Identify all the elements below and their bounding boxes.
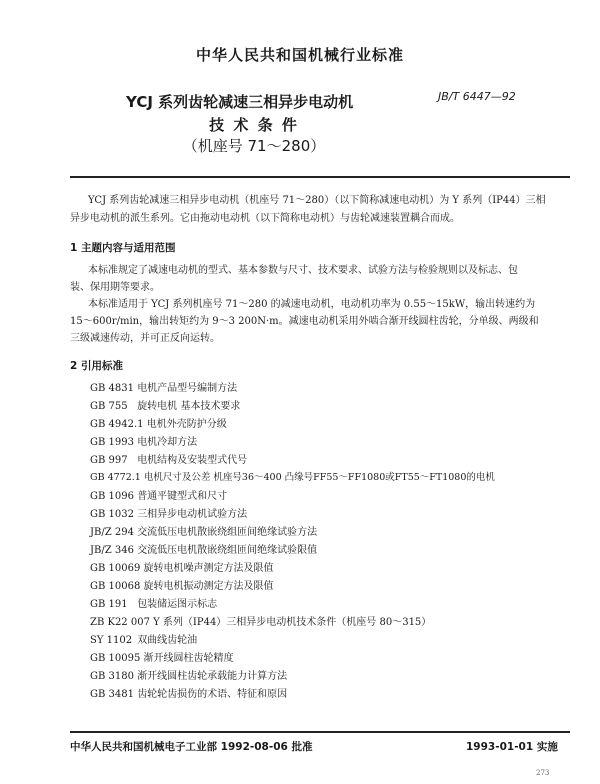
reference-code: GB 10069 bbox=[90, 563, 141, 574]
reference-code: GB 997 bbox=[90, 455, 128, 466]
reference-code: JB/Z 346 bbox=[90, 545, 134, 556]
reference-item bbox=[90, 613, 431, 628]
reference-item bbox=[90, 433, 197, 448]
reference-code: JB/Z 294 bbox=[90, 527, 134, 538]
reference-item bbox=[90, 397, 240, 412]
document-title: YCJ 系列齿轮减速三相异步电动机 bbox=[126, 93, 354, 111]
document-subtitle: 技 术 条 件 bbox=[209, 116, 299, 134]
reference-title: 旋转电机噪声测定方法及限值 bbox=[143, 563, 274, 574]
reference-code: GB 191 bbox=[90, 599, 128, 610]
reference-item bbox=[90, 541, 317, 556]
reference-title: Y 系列（IP44）三相异步电动机技术条件（机座号 80～315） bbox=[153, 617, 432, 628]
reference-item bbox=[90, 469, 495, 483]
reference-code: GB 1096 bbox=[90, 491, 134, 502]
reference-title: 普通平键型式和尺寸 bbox=[137, 491, 228, 502]
reference-item bbox=[90, 451, 247, 466]
reference-title: 齿轮轮齿损伤的术语、特征和原因 bbox=[137, 689, 288, 700]
industry-standard-heading: 中华人民共和国机械行业标准 bbox=[195, 46, 404, 64]
section-1-heading: 1 主题内容与适用范围 bbox=[70, 242, 176, 254]
reference-title: 三相异步电动机试验方法 bbox=[137, 509, 248, 520]
footer-divider bbox=[70, 731, 570, 733]
reference-code: ZB K22 007 bbox=[90, 617, 150, 628]
reference-item bbox=[90, 505, 247, 520]
reference-title: 渐开线圆柱齿轮精度 bbox=[143, 653, 234, 664]
reference-item bbox=[90, 685, 287, 700]
approval-statement: 中华人民共和国机械电子工业部 1992-08-06 批准 bbox=[70, 741, 313, 753]
reference-code: GB 1032 bbox=[90, 509, 134, 520]
section-1-para1-line2: 装、保用期等要求。 bbox=[70, 282, 160, 293]
section-1-para1-line1: 本标准规定了减速电动机的型式、基本参数与尺寸、技术要求、试验方法与检验规则以及标志、包 bbox=[88, 265, 518, 276]
reference-item bbox=[90, 487, 227, 502]
reference-item bbox=[90, 577, 274, 592]
reference-title: 电机冷却方法 bbox=[137, 437, 198, 448]
section-1-para2-line1: 本标准适用于 YCJ 系列机座号 71～280 的减速电动机，电动机功率为 0.55～15kW，输出转速约为 bbox=[88, 299, 536, 310]
section-1-para2-line2: 15～600r/min，输出转矩约为 9～3 200N·m。减速电动机采用外啮合渐开线圆柱齿轮，分单级、两级和 bbox=[70, 316, 539, 327]
reference-title: 电机尺寸及公差 机座号36～400 凸缘号FF55～FF1080或FT55～FT1080的电机 bbox=[143, 472, 495, 483]
reference-code: GB 4831 bbox=[90, 383, 134, 394]
page-number: 273 bbox=[536, 769, 550, 777]
section-1-para2-line3: 三级减速传动，并可正反向运转。 bbox=[70, 333, 220, 344]
reference-title: 渐开线圆柱齿轮承载能力计算方法 bbox=[137, 671, 288, 682]
reference-code: GB 10095 bbox=[90, 653, 141, 664]
reference-title: 包装储运图示标志 bbox=[137, 599, 218, 610]
reference-code: GB 4772.1 bbox=[90, 472, 141, 483]
reference-title: 电机产品型号编制方法 bbox=[137, 383, 238, 394]
standard-number: JB/T 6447—92 bbox=[438, 90, 516, 103]
reference-title: 交流低压电机散嵌绕组匝间绝缘试验限值 bbox=[137, 545, 318, 556]
reference-code: GB 755 bbox=[90, 401, 128, 412]
reference-code: SY 1102 bbox=[90, 635, 133, 646]
reference-item bbox=[90, 649, 234, 664]
reference-item bbox=[90, 415, 227, 430]
reference-code: GB 3180 bbox=[90, 671, 134, 682]
reference-item bbox=[90, 559, 274, 574]
reference-code: GB 10068 bbox=[90, 581, 141, 592]
reference-title: 双曲线齿轮油 bbox=[137, 635, 198, 646]
implementation-date: 1993-01-01 实施 bbox=[466, 741, 558, 753]
reference-title: 电机外壳防护分级 bbox=[146, 419, 227, 430]
reference-item bbox=[90, 379, 237, 394]
reference-item bbox=[90, 595, 217, 610]
reference-title: 电机结构及安装型式代号 bbox=[137, 455, 248, 466]
reference-item bbox=[90, 523, 317, 538]
reference-code: GB 3481 bbox=[90, 689, 134, 700]
reference-item bbox=[90, 667, 287, 682]
section-2-heading: 2 引用标准 bbox=[70, 360, 123, 372]
document-scope: （机座号 71～280） bbox=[182, 137, 326, 155]
intro-line-2: 异步电动机的派生系列。它由拖动电动机（以下简称电动机）与齿轮减速装置耦合而成。 bbox=[70, 213, 460, 224]
reference-item bbox=[90, 631, 197, 646]
header-divider bbox=[70, 176, 570, 178]
reference-code: GB 1993 bbox=[90, 437, 134, 448]
reference-code: GB 4942.1 bbox=[90, 419, 144, 430]
intro-line-1: YCJ 系列齿轮减速三相异步电动机（机座号 71～280）（以下简称减速电动机）为 Y 系列（IP44）三相 bbox=[88, 195, 546, 206]
reference-title: 旋转电机 基本技术要求 bbox=[137, 401, 241, 412]
reference-title: 旋转电机振动测定方法及限值 bbox=[143, 581, 274, 592]
reference-title: 交流低压电机散嵌绕组匝间绝缘试验方法 bbox=[137, 527, 318, 538]
